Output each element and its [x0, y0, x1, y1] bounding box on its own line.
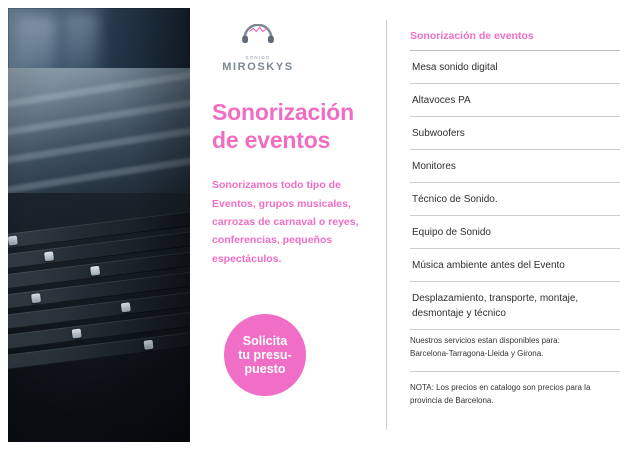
availability-line-2: Barcelona-Tarragona-Lleida y Girona. [410, 349, 544, 359]
availability-line-1: Nuestros servicios estan disponibles para: [410, 335, 560, 345]
list-item: Altavoces PA [410, 84, 620, 117]
badge-line-1: Solicita [242, 334, 288, 348]
brand-logo [218, 24, 298, 73]
request-quote-badge[interactable] [224, 314, 306, 396]
badge-line-3: puesto [244, 362, 286, 376]
mixing-console-photo [8, 8, 190, 442]
list-item: Equipo de Sonido [410, 216, 620, 249]
photo-vignette [8, 8, 190, 442]
headphones-icon-svg [241, 24, 275, 44]
list-item: Subwoofers [410, 117, 620, 150]
list-item: Música ambiente antes del Evento [410, 249, 620, 282]
footer-info [410, 334, 620, 408]
badge-line-2: tu presu- [238, 348, 292, 362]
list-item: Monitores [410, 150, 620, 183]
headphones-icon [235, 24, 281, 54]
page-title-line2: de eventos [212, 126, 331, 153]
page-title [212, 99, 368, 154]
list-item: Técnico de Sonido. [410, 183, 620, 216]
price-note: NOTA: Los precios en catalogo son precios para la provincia de Barcelona. [410, 371, 620, 408]
poster-canvas [8, 8, 626, 442]
list-item: Desplazamiento, transporte, montaje, desmontaje y técnico [410, 282, 620, 330]
brand-tagline: SONIDO [245, 55, 271, 60]
page-title-line1: Sonorización [212, 99, 355, 125]
list-item: Mesa sonido digital [410, 51, 620, 84]
brand-name: MIROSKYS [222, 61, 294, 73]
services-list [410, 51, 620, 330]
intro-paragraph: Sonorizamos todo tipo de Eventos, grupos musicales, carrozas de carnaval o reyes, conferencias, pequeños espectáculos. [212, 179, 359, 265]
column-divider [386, 20, 387, 430]
services-column [386, 8, 626, 442]
services-title: Sonorización de eventos [410, 30, 620, 51]
intro-column [190, 8, 386, 442]
